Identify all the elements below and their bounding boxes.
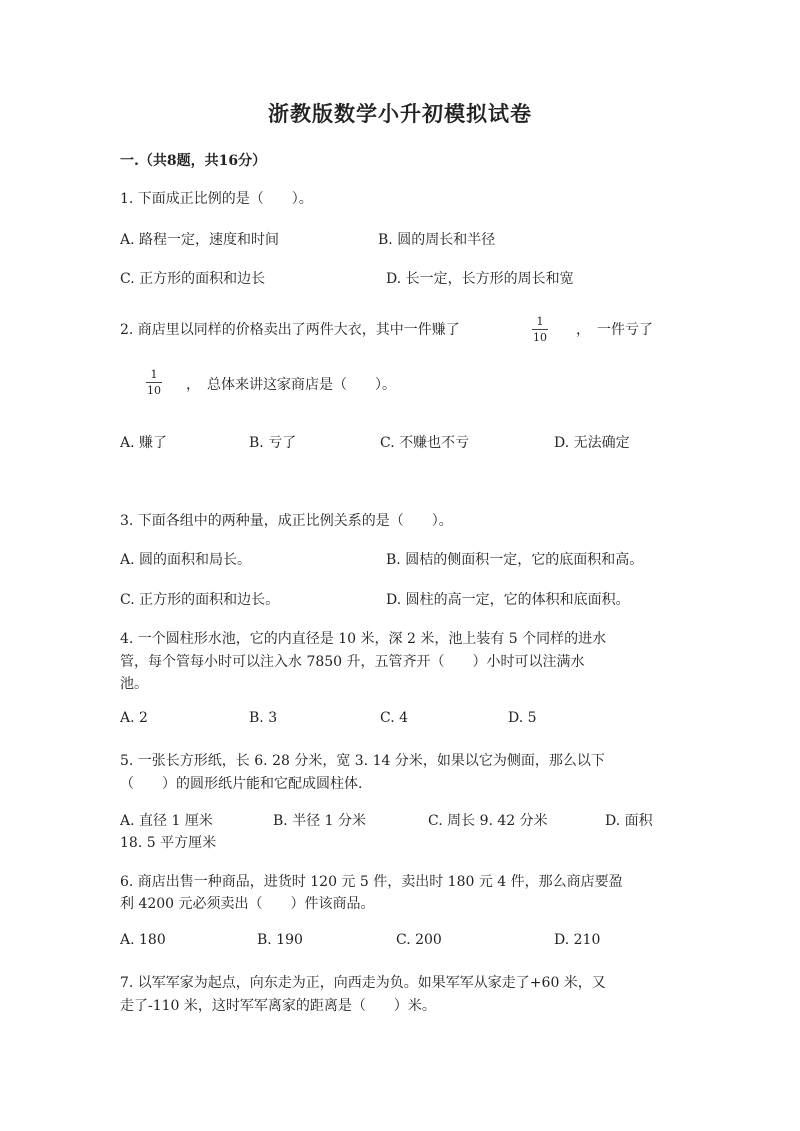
question-5-option-b[interactable]: B. 半径 1 分米 [273,813,366,829]
fraction-bar [146,382,162,383]
question-5-option-d-continuation: 18. 5 平方厘米 [120,835,217,851]
question-3-option-d[interactable]: D. 圆柱的高一定，它的体积和底面积。 [386,592,630,608]
question-4-line-2: 管，每个管每小时可以注入水 7850 升，五管齐开（ ）小时可以注满水 [120,654,585,670]
question-2-option-d[interactable]: D. 无法确定 [554,435,630,451]
fraction-denominator: 10 [533,331,547,344]
fraction-one-tenth [144,368,164,397]
question-3-option-b[interactable]: B. 圆桔的侧面积一定，它的底面积和高。 [386,552,644,568]
question-4-option-c[interactable]: C. 4 [380,710,409,726]
question-7-line-2: 走了-110 米，这时军军离家的距离是（ ）米。 [120,998,436,1014]
question-2-option-b[interactable]: B. 亏了 [249,435,297,451]
fraction-one-tenth [530,315,550,344]
question-4-line-1: 4. 一个圆柱形水池，它的内直径是 10 米，深 2 米，池上装有 5 个同样的进水 [120,631,607,647]
question-2-option-c[interactable]: C. 不赚也不亏 [380,435,470,451]
question-2-stem-part-1: 2. 商店里以同样的价格卖出了两件大衣，其中一件赚了 [120,322,460,338]
question-4-option-b[interactable]: B. 3 [249,710,278,726]
fraction-denominator: 10 [147,384,161,397]
fraction-bar [532,329,548,330]
question-2-stem-part-3: ， 总体来讲这家商店是（ ）。 [186,377,396,393]
question-3-stem: 3. 下面各组中的两种量，成正比例关系的是（ ）。 [120,513,453,529]
question-7-line-1: 7. 以军军家为起点，向东走为正，向西走为负。如果军军从家走了+60 米，又 [120,975,606,991]
question-1-option-c[interactable]: C. 正方形的面积和边长 [120,271,266,287]
question-6-line-1: 6. 商店出售一种商品，进货时 120 元 5 件，卖出时 180 元 4 件，那么商店要盈 [120,874,623,890]
fraction-numerator: 1 [150,368,158,381]
question-5-line-1: 5. 一张长方形纸，长 6. 28 分米，宽 3. 14 分米，如果以它为侧面，那么以下 [120,753,605,769]
question-6-option-a[interactable]: A. 180 [120,932,166,948]
question-2-option-a[interactable]: A. 赚了 [120,435,168,451]
question-6-option-b[interactable]: B. 190 [257,932,303,948]
question-5-line-2: （ ）的圆形纸片能和它配成圆柱体. [120,776,363,792]
question-1-option-a[interactable]: A. 路程一定，速度和时间 [120,232,280,248]
section-header: 一.（共8题，共16分） [120,153,267,169]
question-4-option-a[interactable]: A. 2 [120,710,148,726]
question-4-option-d[interactable]: D. 5 [508,710,537,726]
question-3-option-c[interactable]: C. 正方形的面积和边长。 [120,592,280,608]
question-5-option-c[interactable]: C. 周长 9. 42 分米 [428,813,548,829]
question-5-option-a[interactable]: A. 直径 1 厘米 [120,813,213,829]
question-6-option-c[interactable]: C. 200 [396,932,442,948]
question-3-option-a[interactable]: A. 圆的面积和局长。 [120,552,252,568]
page-title: 浙教版数学小升初模拟试卷 [268,101,532,126]
question-4-line-3: 池。 [120,676,148,692]
fraction-numerator: 1 [536,315,544,328]
question-6-line-2: 利 4200 元必须卖出（ ）件该商品。 [120,896,375,912]
question-1-option-d[interactable]: D. 长一定，长方形的周长和宽 [386,271,574,287]
question-6-option-d[interactable]: D. 210 [554,932,601,948]
question-1-stem: 1. 下面成正比例的是（ ）。 [120,191,313,207]
question-5-option-d[interactable]: D. 面积 [605,813,653,829]
question-1-option-b[interactable]: B. 圆的周长和半径 [378,232,496,248]
question-2-stem-part-2: ， 一件亏了 [576,322,653,338]
